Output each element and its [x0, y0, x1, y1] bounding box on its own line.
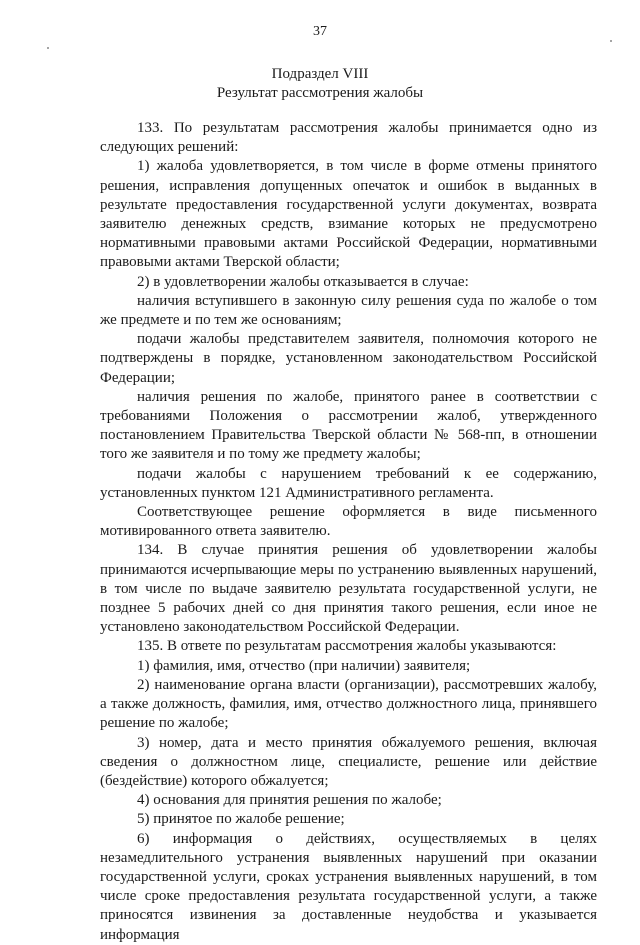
paragraph-135: 135. В ответе по результатам рассмотрения жалобы указываются: [137, 638, 557, 655]
document-body [100, 119, 597, 945]
scan-speck [610, 40, 612, 42]
paragraph-135-item-3: 3) номер, дата и место принятия обжалуемого решения, включая сведения о должностном лице, специалисте, решение или действие (бездействие) которого обжалуется; [100, 734, 597, 789]
paragraph-133-item-2: 2) в удовлетворении жалобы отказывается в случае: [137, 273, 469, 290]
paragraph-135-item-4: 4) основания для принятия решения по жалобе; [137, 792, 442, 809]
paragraph-135-item-6: 6) информация о действиях, осуществляемых в целях незамедлительного устранения выявленных нарушений при оказании государственной услуги, сроках устранения выявленных нарушений, в том числе сроке предоставления результата государственной услуги, а также приносятся извинения за доставленные неудобства и указывается информация [100, 830, 597, 943]
paragraph-135-item-2: 2) наименование органа власти (организации), рассмотревших жалобу, а также должность, фамилия, имя, отчество должностного лица, принявшего решение по жалобе; [100, 676, 597, 732]
paragraph-133-item-1: 1) жалоба удовлетворяется, в том числе в форме отмены принятого решения, исправления допущенных опечаток и ошибок в выданных в результате предоставления государственной услуги документах, возврата заявителю денежных средств, взимание которых не предусмотрено нормативными правовыми актами Российской Федерации, нормативными правовыми актами Тверской области; [100, 158, 597, 271]
paragraph-decision-form: Соответствующее решение оформляется в виде письменного мотивированного ответа заявителю. [100, 504, 597, 540]
refusal-reason-prior-decision: наличия решения по жалобе, принятого ранее в соответствии с требованиями Положения о рассмотрении жалоб, утвержденного постановлением Правительства Тверской области № 568-пп, в отношении того же заявителя и по тому же предмету жалобы; [100, 388, 597, 463]
subsection-heading: Подраздел VIII [271, 66, 369, 82]
paragraph-133: 133. По результатам рассмотрения жалобы принимается одно из следующих решений: [100, 120, 597, 156]
section-title: Результат рассмотрения жалобы [216, 85, 424, 101]
page-number: 37 [313, 24, 327, 39]
refusal-reason-content: подачи жалобы с нарушением требований к ее содержанию, установленных пунктом 121 Административного регламента. [100, 465, 597, 501]
paragraph-135-item-5: 5) принятое по жалобе решение; [137, 811, 345, 828]
paragraph-135-item-1: 1) фамилия, имя, отчество (при наличии) заявителя; [137, 657, 471, 674]
refusal-reason-representative: подачи жалобы представителем заявителя, полномочия которого не подтверждены в порядке, установленном законодательством Российской Федерации; [100, 331, 597, 386]
scan-speck [47, 47, 49, 49]
paragraph-134: 134. В случае принятия решения об удовлетворении жалобы принимаются исчерпывающие меры по устранению выявленных нарушений, в том числе по выдаче заявителю результата государственной услуги, не позднее 5 рабочих дней со дня принятия такого решения, если иное не установлено законодательством Российской Федерации. [100, 542, 597, 636]
refusal-reason-court: наличия вступившего в законную силу решения суда по жалобе о том же предмете и по тем же основаниям; [100, 292, 597, 329]
